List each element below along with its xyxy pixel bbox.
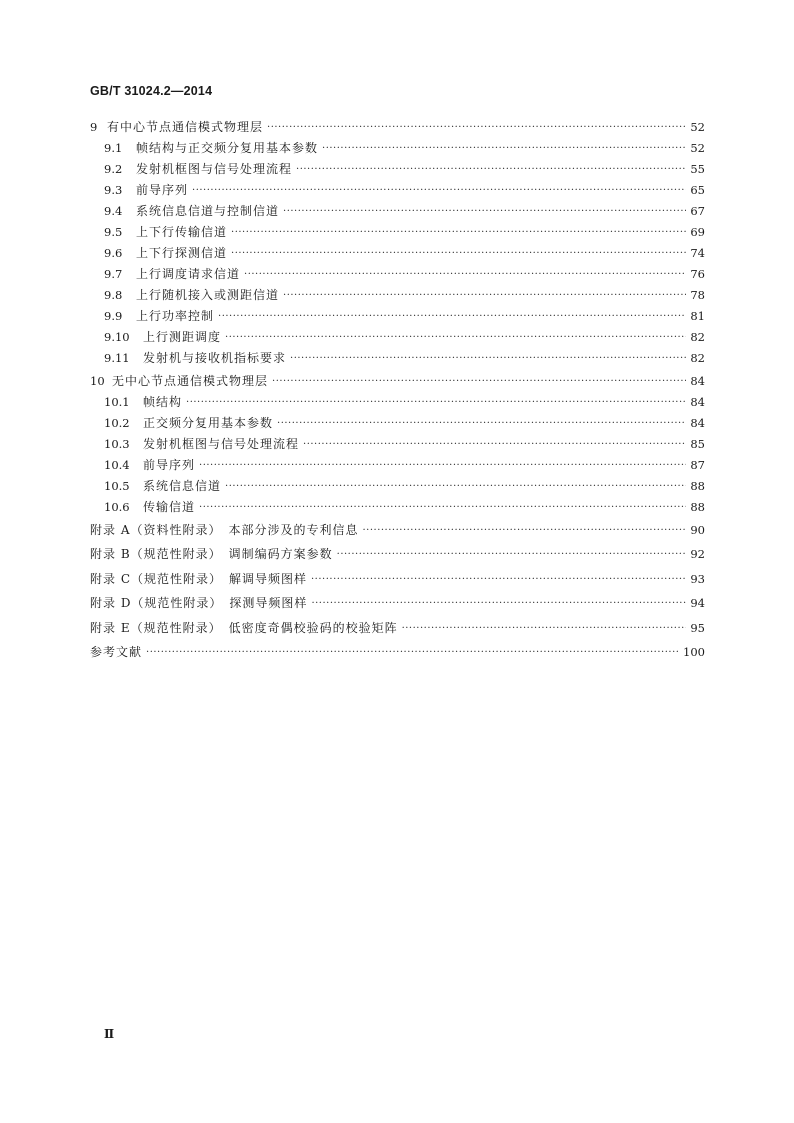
page-number: Ⅱ (104, 1027, 115, 1041)
dot-leader (296, 164, 686, 175)
toc-entry-page: 76 (690, 267, 705, 281)
toc-entry-page: 84 (690, 373, 705, 388)
toc-entry-page: 88 (690, 478, 705, 493)
dot-leader (362, 525, 686, 536)
toc-entry-number: 10.6 (104, 499, 130, 514)
toc-entry-page: 81 (690, 309, 705, 323)
toc-entry-title: 参考文献 (90, 645, 143, 659)
toc-entry[interactable] (90, 349, 705, 370)
toc-entry[interactable] (90, 328, 705, 349)
dot-leader (303, 439, 686, 450)
toc-entry-page: 78 (690, 288, 705, 302)
toc-entry-page: 93 (690, 571, 705, 586)
toc-entry-title: 附录 C（规范性附录） 解调导频图样 (90, 571, 307, 586)
toc-entry[interactable] (90, 181, 705, 202)
toc-entry-number: 9.2 (104, 162, 123, 176)
toc-entry-title: 上行功率控制 (136, 309, 215, 323)
toc-entry[interactable] (90, 244, 705, 265)
toc-entry-number: 10.3 (104, 436, 130, 451)
dot-leader (199, 502, 686, 513)
toc-entry-title: 上下行探测信道 (136, 246, 228, 260)
dot-leader (225, 481, 686, 492)
toc-entry-title: 发射机框图与信号处理流程 (136, 162, 293, 176)
dot-leader (402, 623, 687, 634)
dot-leader (186, 397, 686, 408)
toc-entry-title: 发射机与接收机指标要求 (143, 351, 287, 365)
toc-entry-page: 88 (690, 499, 705, 514)
toc-entry-page: 92 (690, 547, 705, 561)
toc-entry[interactable] (90, 223, 705, 244)
toc-entry-number: 9.9 (104, 309, 123, 323)
toc-entry-page: 67 (690, 204, 705, 218)
toc-entry-appendix-c[interactable] (90, 570, 705, 595)
toc-entry-page: 69 (690, 225, 705, 239)
toc-entry-number: 9.10 (104, 330, 130, 344)
toc-entry-page: 52 (690, 141, 705, 155)
toc-entry-appendix-e[interactable] (90, 619, 705, 644)
toc-entry[interactable] (90, 477, 705, 498)
toc-entry-title: 有中心节点通信模式物理层 (107, 120, 264, 134)
toc-entry[interactable] (90, 286, 705, 307)
toc-entry-title: 上行调度请求信道 (136, 267, 241, 281)
toc-entry-number: 10.4 (104, 457, 130, 472)
dot-leader (231, 248, 686, 259)
toc-entry-title: 帧结构与正交频分复用基本参数 (136, 141, 319, 155)
toc-entry-title: 无中心节点通信模式物理层 (112, 373, 269, 388)
dot-leader (225, 332, 686, 343)
toc-entry-title: 系统信息信道与控制信道 (136, 204, 280, 218)
toc-entry-number: 10.2 (104, 415, 130, 430)
document-id-header: GB/T 31024.2—2014 (90, 84, 213, 98)
toc-entry-number: 10.1 (104, 394, 130, 409)
toc-entry-title: 附录 D（规范性附录） 探测导频图样 (90, 596, 308, 610)
toc-entry-number: 9.3 (104, 183, 123, 197)
dot-leader (244, 269, 686, 280)
dot-leader (267, 122, 686, 133)
toc-entry[interactable] (90, 435, 705, 456)
dot-leader (272, 376, 686, 387)
toc-entry-title: 正交频分复用基本参数 (143, 415, 274, 430)
dot-leader (199, 460, 686, 471)
toc-entry-page: 65 (690, 183, 705, 197)
toc-entry-page: 94 (690, 596, 705, 610)
toc-entry[interactable] (90, 139, 705, 160)
toc-entry-title: 附录 B（规范性附录） 调制编码方案参数 (90, 547, 333, 561)
dot-leader (283, 290, 686, 301)
toc-entry-number: 9.5 (104, 225, 123, 239)
toc-entry-number: 10.5 (104, 478, 130, 493)
toc-entry-appendix-b[interactable] (90, 545, 705, 570)
toc-entry-title: 帧结构 (143, 394, 183, 409)
toc-entry-appendix-d[interactable] (90, 594, 705, 619)
dot-leader (283, 206, 686, 217)
toc-entry-page: 95 (690, 620, 705, 635)
table-of-contents (90, 118, 705, 668)
toc-entry-page: 87 (690, 457, 705, 472)
dot-leader (146, 647, 679, 658)
toc-entry-number: 9.8 (104, 288, 123, 302)
toc-entry-page: 82 (690, 351, 705, 365)
toc-entry[interactable] (90, 393, 705, 414)
toc-entry-number: 10 (90, 373, 105, 388)
toc-entry[interactable] (90, 118, 705, 139)
toc-entry[interactable] (90, 456, 705, 477)
toc-entry-title: 附录 A（资料性附录） 本部分涉及的专利信息 (90, 522, 359, 537)
toc-entry-title: 前导序列 (143, 457, 196, 472)
dot-leader (311, 598, 686, 609)
toc-entry-page: 85 (690, 436, 705, 451)
dot-leader (218, 311, 686, 322)
toc-entry-title: 前导序列 (136, 183, 189, 197)
toc-entry-title: 附录 E（规范性附录） 低密度奇偶校验码的校验矩阵 (90, 620, 398, 635)
toc-entry[interactable] (90, 414, 705, 435)
toc-entry-number: 9.4 (104, 204, 123, 218)
dot-leader (337, 549, 687, 560)
toc-entry-title: 上下行传输信道 (136, 225, 228, 239)
toc-entry-number: 9.11 (104, 351, 130, 365)
dot-leader (290, 353, 686, 364)
toc-entry-references[interactable] (90, 643, 705, 668)
toc-entry[interactable] (90, 265, 705, 286)
toc-entry-title: 传输信道 (143, 499, 196, 514)
dot-leader (231, 227, 686, 238)
toc-entry-number: 9.1 (104, 141, 123, 155)
toc-entry-page: 100 (683, 645, 705, 659)
toc-entry-page: 74 (690, 246, 705, 260)
dot-leader (277, 418, 686, 429)
toc-entry-page: 84 (690, 415, 705, 430)
toc-entry-number: 9.6 (104, 246, 123, 260)
toc-entry-appendix-a[interactable] (90, 521, 705, 546)
toc-entry-page: 82 (690, 330, 705, 344)
dot-leader (322, 143, 686, 154)
toc-entry[interactable] (90, 307, 705, 328)
toc-entry-page: 55 (690, 162, 705, 176)
toc-entry-title: 上行随机接入或测距信道 (136, 288, 280, 302)
toc-entry[interactable] (90, 160, 705, 181)
toc-entry-page: 84 (690, 394, 705, 409)
toc-entry[interactable] (90, 372, 705, 393)
toc-entry-title: 系统信息信道 (143, 478, 222, 493)
dot-leader (192, 185, 686, 196)
toc-entry-title: 上行测距调度 (143, 330, 222, 344)
toc-entry[interactable] (90, 202, 705, 223)
toc-entry-title: 发射机框图与信号处理流程 (143, 436, 300, 451)
toc-entry-number: 9 (90, 120, 98, 134)
toc-entry-number: 9.7 (104, 267, 123, 281)
toc-entry-page: 90 (690, 522, 705, 537)
toc-entry-page: 52 (690, 120, 705, 134)
toc-entry[interactable] (90, 498, 705, 519)
dot-leader (311, 574, 686, 585)
